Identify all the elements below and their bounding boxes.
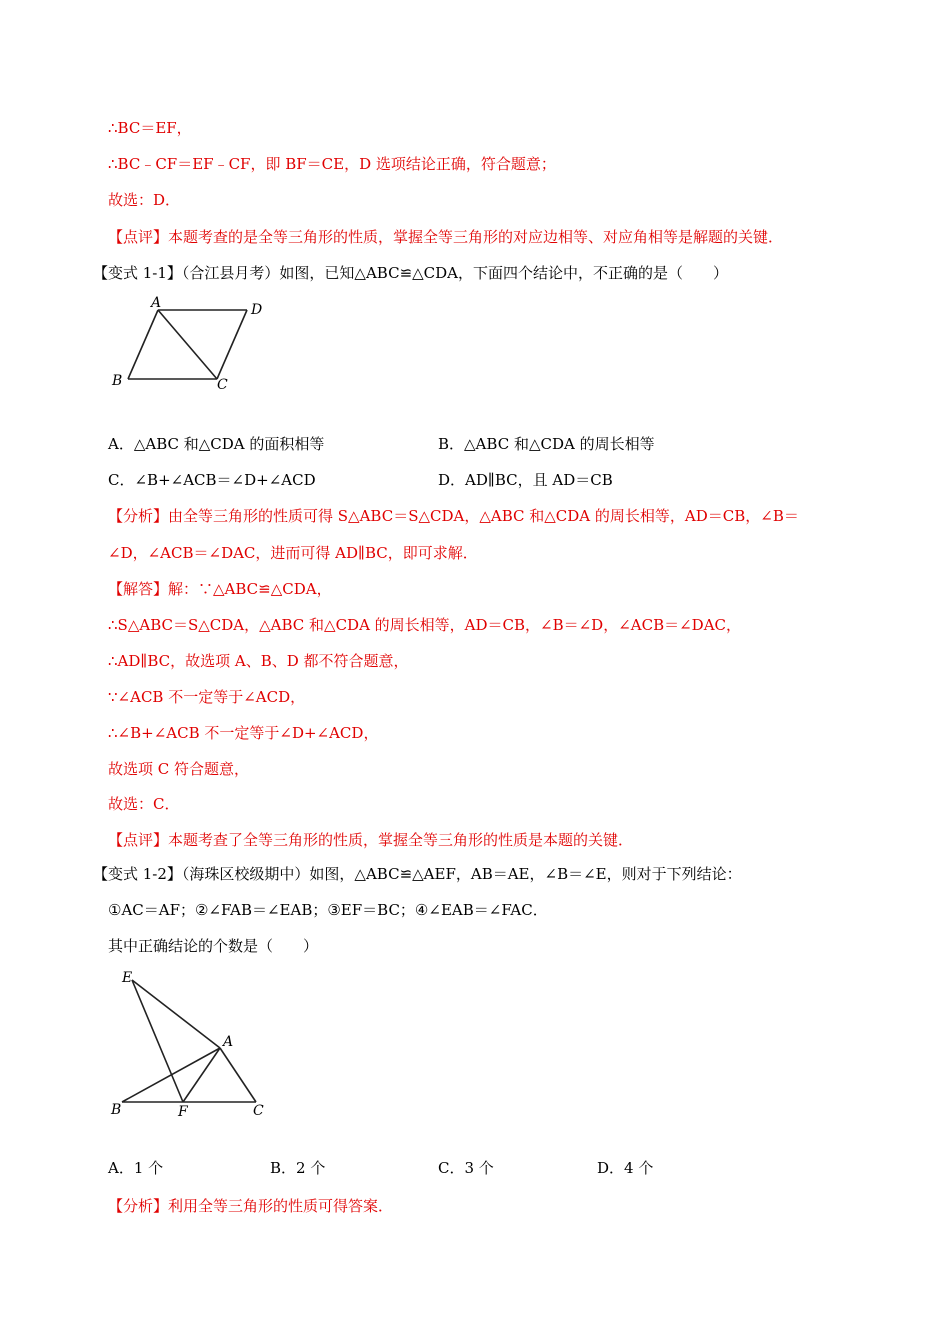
label-a2: A: [223, 1034, 234, 1050]
analysis-line-2: ∠D，∠ACB＝∠DAC，进而可得 AD∥BC，即可求解．: [108, 544, 478, 562]
step-bc-eq-ef: ∴BC＝EF，: [108, 119, 192, 137]
label-c2: C: [253, 1103, 264, 1119]
question-prompt: 其中正确结论的个数是（ ）: [108, 937, 319, 955]
option-c: C．∠B+∠ACB＝∠D+∠ACD: [108, 471, 316, 489]
analysis-q2: 【分析】利用全等三角形的性质可得答案．: [108, 1197, 394, 1215]
q2-option-a: A．1 个: [108, 1159, 164, 1177]
option-b: B．△ABC 和△CDA 的周长相等: [438, 435, 655, 453]
q2-option-d: D．4 个: [597, 1159, 654, 1177]
answer-d: 故选：D．: [108, 191, 181, 209]
label-b: B: [112, 373, 123, 389]
label-f: F: [178, 1104, 188, 1120]
label-c: C: [217, 377, 228, 392]
solution-line-2: ∴S△ABC＝S△CDA，△ABC 和△CDA 的周长相等，AD＝CB，∠B＝∠D，∠ACB＝∠DAC，: [108, 616, 742, 634]
option-d: D．AD∥BC，且 AD＝CB: [438, 471, 613, 489]
step-bf-eq-ce: ∴BC﹣CF＝EF﹣CF，即 BF＝CE，D 选项结论正确，符合题意；: [108, 155, 556, 173]
q2-option-b: B．2 个: [270, 1159, 326, 1177]
solution-line-4: ∵∠ACB 不一定等于∠ACD，: [108, 688, 306, 706]
solution-line-7: 故选：C．: [108, 795, 180, 813]
label-b2: B: [111, 1102, 122, 1118]
solution-line-6: 故选项 C 符合题意，: [108, 760, 250, 778]
conclusions-list: ①AC＝AF；②∠FAB＝∠EAB；③EF＝BC；④∠EAB＝∠FAC．: [108, 901, 548, 919]
label-e: E: [122, 970, 133, 986]
solution-line-3: ∴AD∥BC，故选项 A、B、D 都不符合题意，: [108, 652, 409, 670]
question-1-2-title: 【变式 1-2】（海珠区校级期中）如图，△ABC≌△AEF，AB＝AE，∠B＝∠E，则对于下列结论：: [93, 865, 742, 883]
solution-line-5: ∴∠B+∠ACB 不一定等于∠D+∠ACD，: [108, 724, 379, 742]
question-1-1-title: 【变式 1-1】（合江县月考）如图，已知△ABC≌△CDA，下面四个结论中，不正确的是（ ）: [93, 264, 729, 282]
triangles-figure: [108, 964, 278, 1124]
label-d: D: [251, 302, 263, 318]
parallelogram-figure: [108, 292, 278, 392]
comment-q1: 【点评】本题考查了全等三角形的性质，掌握全等三角形的性质是本题的关键．: [108, 831, 634, 849]
comment-top: 【点评】本题考查的是全等三角形的性质，掌握全等三角形的对应边相等、对应角相等是解题的关键．: [108, 228, 784, 246]
label-a: A: [151, 295, 162, 311]
option-a: A．△ABC 和△CDA 的面积相等: [108, 435, 325, 453]
q2-option-c: C．3 个: [438, 1159, 494, 1177]
solution-line-1: 【解答】解：∵△ABC≌△CDA，: [108, 580, 332, 598]
analysis-line-1: 【分析】由全等三角形的性质可得 S△ABC＝S△CDA，△ABC 和△CDA 的周长相等，AD＝CB，∠B＝: [108, 507, 799, 525]
